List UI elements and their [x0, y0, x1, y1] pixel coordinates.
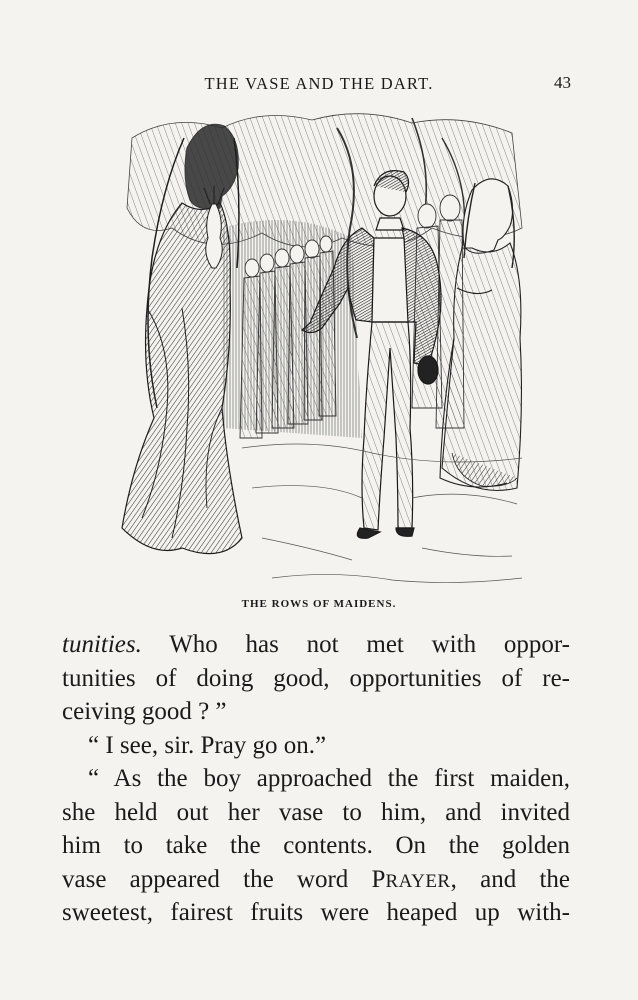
text-line	[62, 863, 570, 897]
text-span: vase appeared the word	[62, 865, 349, 893]
text-line: she held out her vase to him, and invited	[62, 798, 570, 826]
text-line	[62, 628, 570, 662]
running-head	[0, 68, 638, 98]
text-line: sweetest, fairest fruits were heaped up with-	[62, 899, 570, 926]
body-text	[62, 628, 570, 930]
small-caps-rest: RAYER	[385, 870, 451, 892]
row-of-maidens-left	[240, 236, 336, 438]
text-line: “ As the boy approached the first maiden,	[88, 765, 570, 792]
text-span: , and the	[450, 865, 570, 893]
italic-word: tunities.	[62, 631, 142, 658]
text-line: him to take the contents. On the golden	[62, 832, 570, 859]
text-line: tunities of doing good, opportunities of re-	[62, 664, 570, 692]
text-line: ceiving good ? ”	[62, 698, 227, 725]
running-title: THE VASE AND THE DART.	[204, 74, 434, 93]
text-line: “ I see, sir. Pray go on.”	[88, 731, 327, 759]
engraving-illustration	[112, 108, 530, 588]
page-number: 43	[554, 73, 571, 92]
illustration-caption: THE ROWS OF MAIDENS.	[241, 598, 397, 610]
text-span: Who has not met with oppor-	[169, 631, 570, 658]
small-caps-initial: P	[371, 865, 386, 893]
